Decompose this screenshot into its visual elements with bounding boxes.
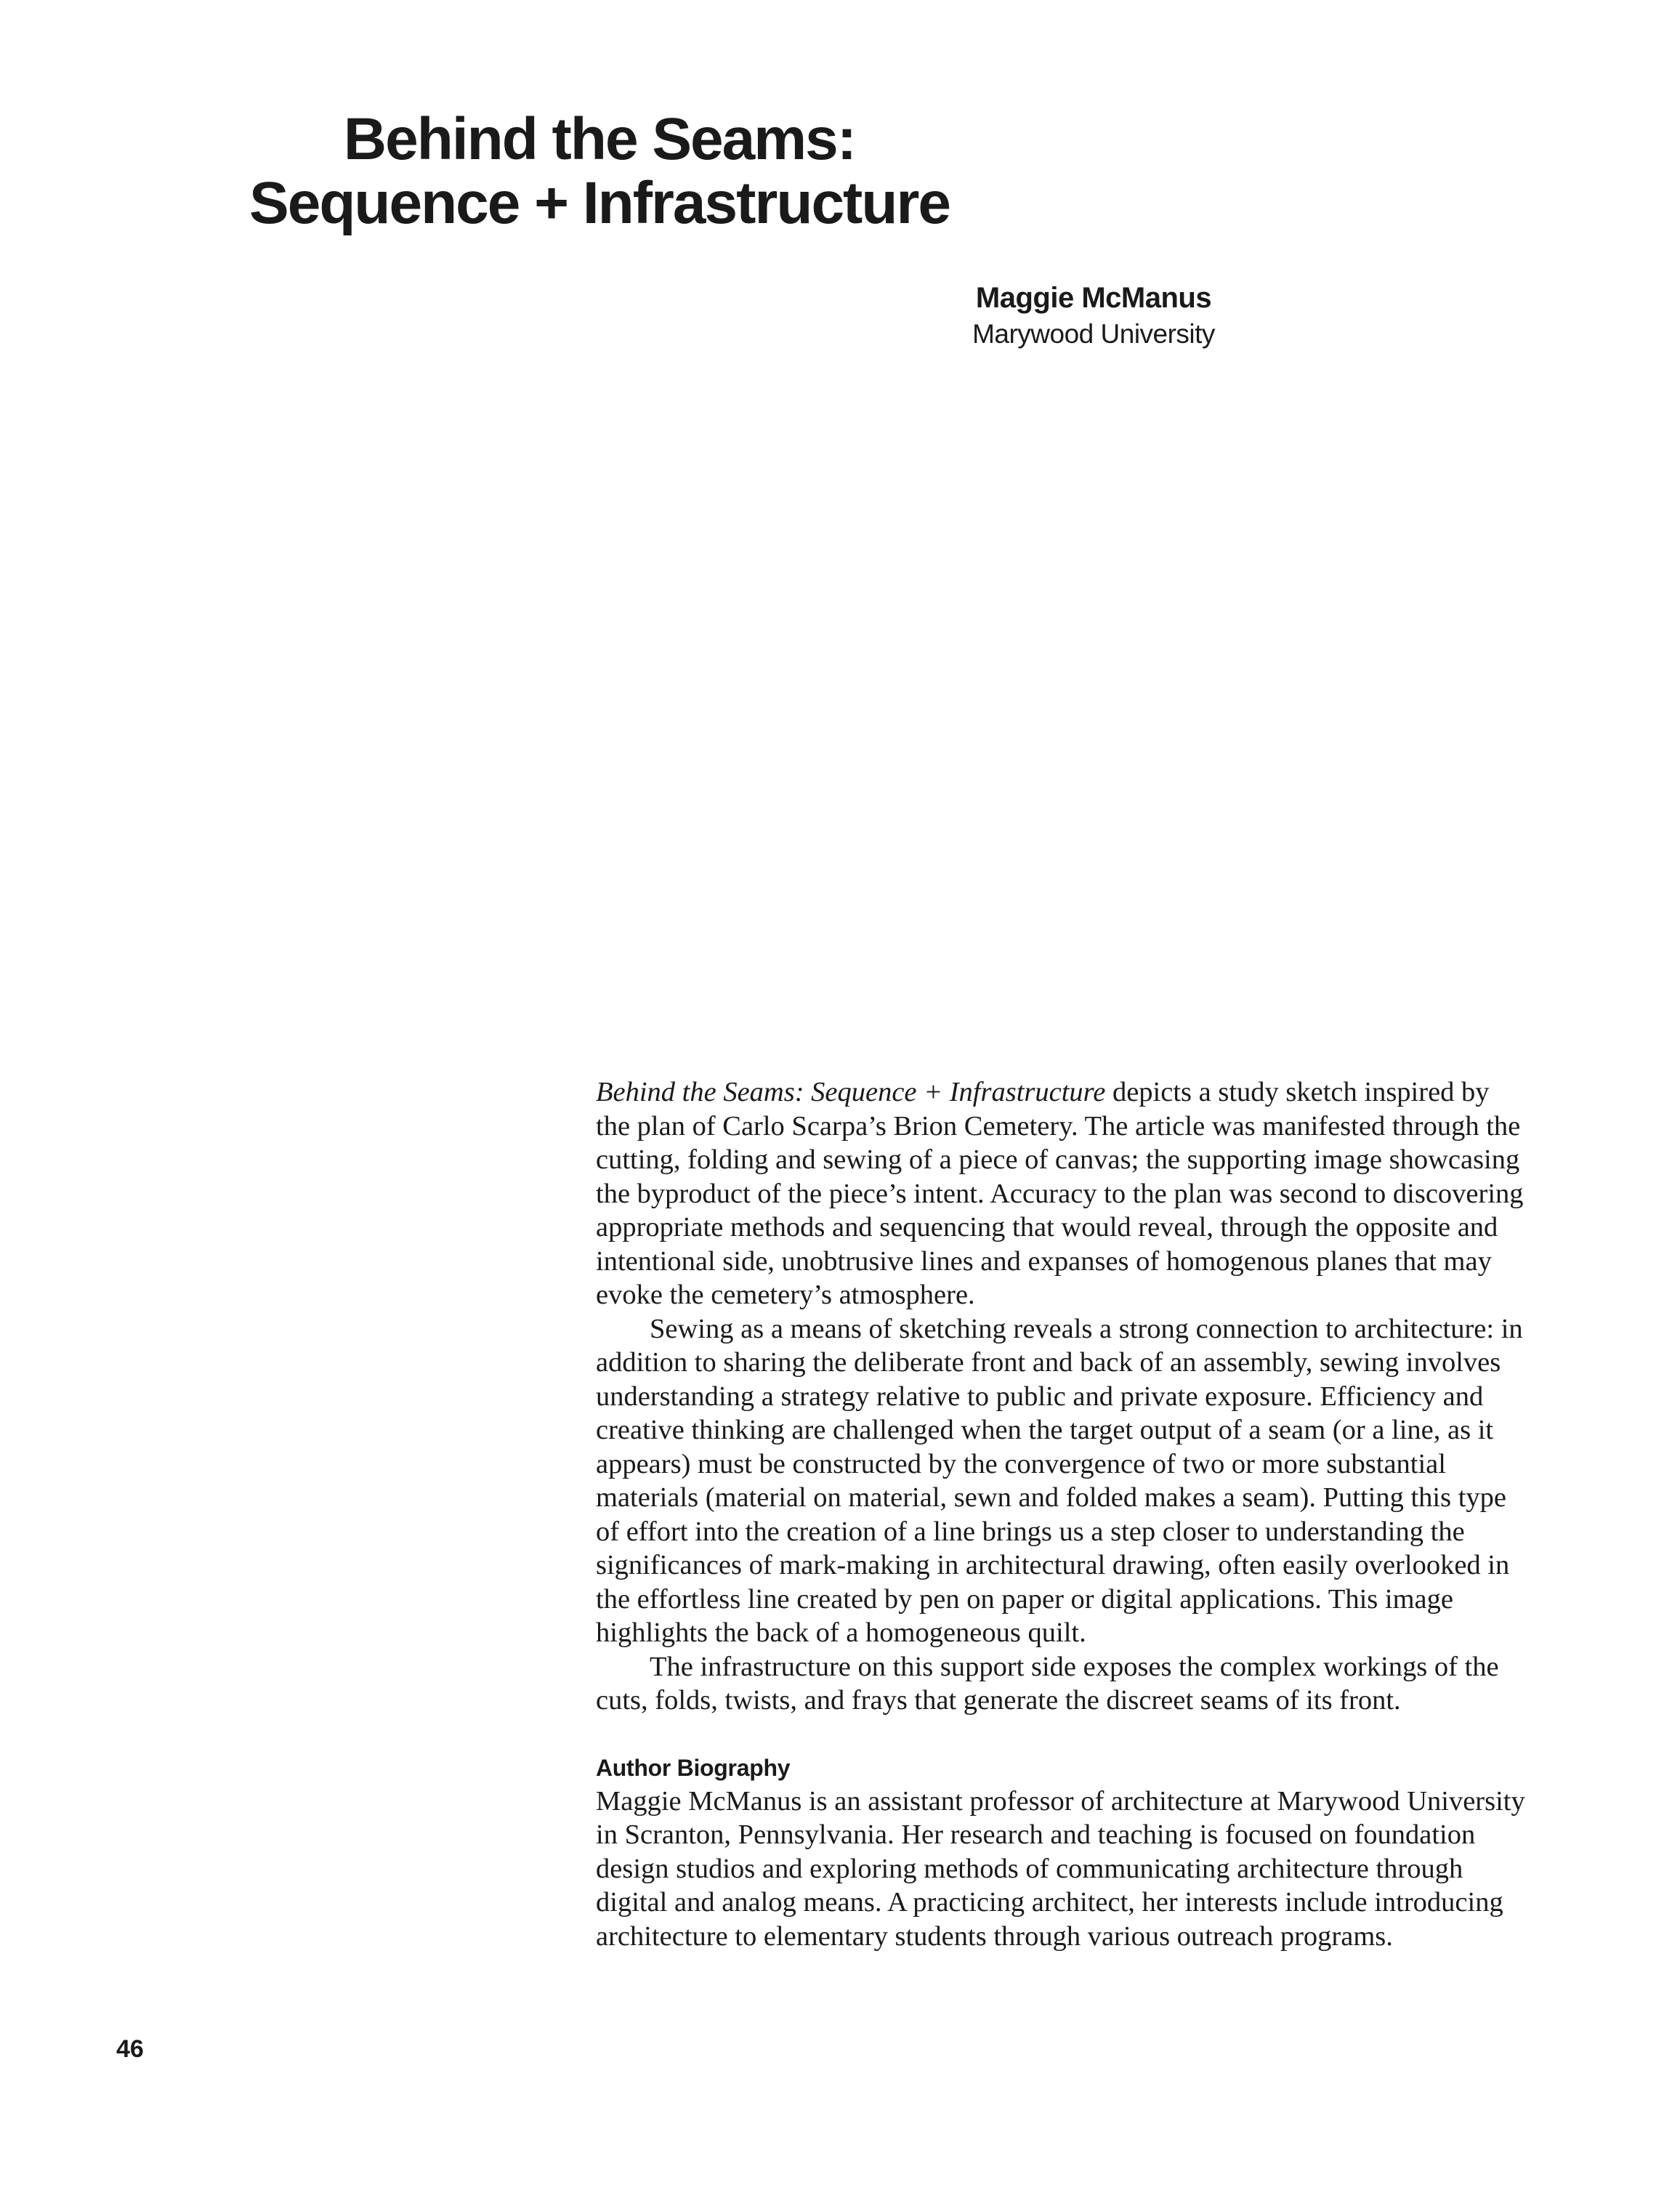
page-title (182, 108, 1017, 235)
article-body (596, 1075, 1526, 1953)
body-paragraph-1-text: depicts a study sketch inspired by the plan of Carlo Scarpa’s Brion Cemetery. The article was manifested through the cutting, folding and sewing of a piece of canvas; the supporting image showcasing the byproduct of the piece’s intent. Accuracy to the plan was second to discovering appropriate methods and sequencing that would reveal, through the opposite and intentional side, unobtrusive lines and expanses of homogenous planes that may evoke the cemetery’s atmosphere. (596, 1077, 1524, 1310)
author-affiliation: Marywood University (972, 319, 1215, 349)
title-line-1: Behind the Seams: (343, 106, 856, 172)
body-paragraph-3: The infrastructure on this support side exposes the complex workings of the cuts, folds, twists, and frays that generate the discreet seams of its front. (596, 1651, 1499, 1716)
body-paragraph-2: Sewing as a means of sketching reveals a strong connection to architecture: in addition to sharing the deliberate front and back of an assembly, sewing involves understanding a strategy relative to public and private exposure. Efficiency and creative thinking are challenged when the target output of a seam (or a line, as it appears) must be constructed by the convergence of two or more substantial materials (material on material, sewn and folded makes a seam). Putting this type of effort into the creation of a line brings us a step closer to understanding the significances of mark-making in architectural drawing, often easily overlooked in the effortless line created by pen on paper or digital applications. This image highlights the back of a homogeneous quilt. (596, 1313, 1523, 1648)
title-line-2: Sequence + Infrastructure (249, 170, 950, 236)
biography-heading: Author Biography (596, 1754, 791, 1781)
author-name: Maggie McManus (975, 282, 1212, 314)
page-number: 46 (116, 2035, 144, 2063)
article-title-italic: Behind the Seams: Sequence + Infrastructure (596, 1077, 1106, 1107)
author-block (937, 279, 1250, 352)
biography-text: Maggie McManus is an assistant professor of architecture at Marywood University in Scranton, Pennsylvania. Her research and teaching is focused on foundation design studios and exploring methods of communicating architecture through digital and analog means. A practicing architect, her interests include introducing architecture to elementary students through various outreach programs. (596, 1785, 1525, 1952)
body-paragraph-1 (596, 1075, 1526, 1312)
